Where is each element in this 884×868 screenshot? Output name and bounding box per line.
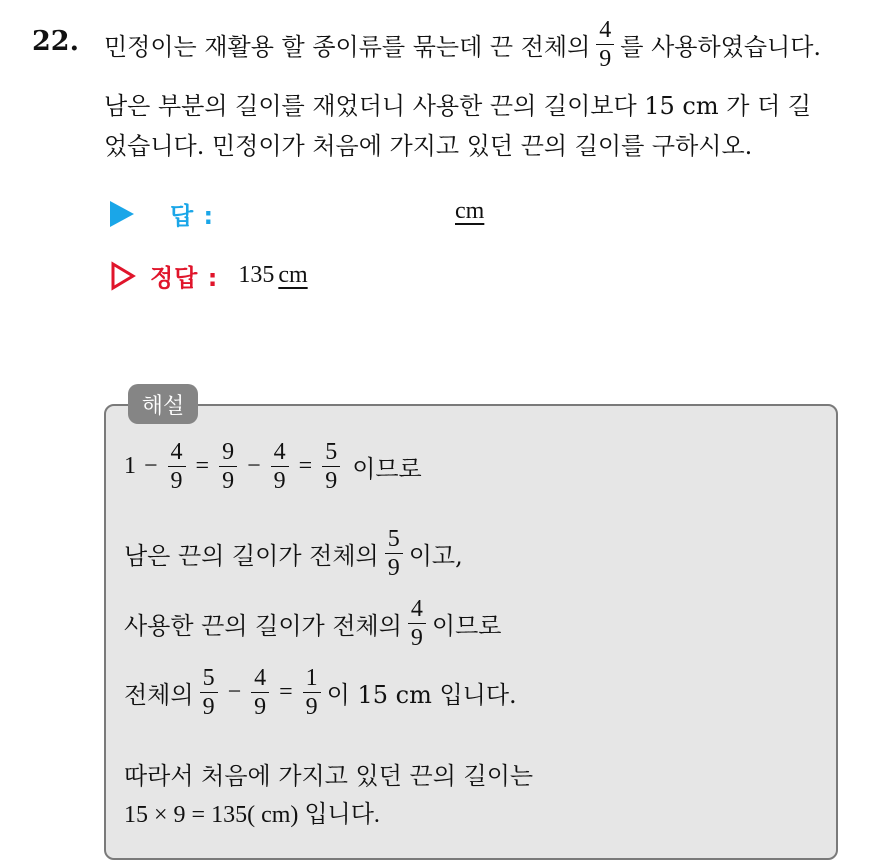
play-triangle-icon	[110, 201, 134, 227]
explanation-text: 이 15 cm 입니다.	[326, 681, 517, 709]
explanation-line-4	[124, 666, 517, 719]
question-number: 22.	[32, 26, 79, 57]
explanation-text: 이고,	[408, 542, 463, 570]
correct-answer-unit: cm	[278, 262, 308, 288]
fraction: $\frac{5}{9}$	[322, 440, 340, 493]
explanation-text: 전체의	[124, 681, 194, 709]
minus-sign: −	[227, 679, 242, 705]
answer-unit: cm	[455, 198, 485, 224]
explanation-text: 사용한 끈의 길이가 전체의	[124, 612, 402, 640]
correct-answer-row	[110, 258, 308, 293]
fraction: $\frac{4}{9}$	[271, 440, 289, 493]
minus-sign: −	[144, 453, 158, 479]
explanation-line-5: 따라서 처음에 가지고 있던 끈의 길이는	[124, 762, 534, 790]
correct-answer-label: 정답 :	[150, 264, 219, 292]
answer-row	[110, 196, 485, 231]
fraction: $\frac{5}{9}$	[385, 527, 403, 580]
fraction: $\frac{4}{9}$	[168, 440, 186, 493]
equals-sign: =	[279, 679, 293, 705]
question-text: 를 사용하였습니다.	[620, 33, 822, 61]
explanation-line-2	[124, 527, 463, 580]
fraction-denominator: 9	[596, 44, 614, 71]
outline-triangle-icon	[110, 261, 136, 291]
explanation-text: 이므로	[352, 455, 422, 483]
answer-label: 답 :	[170, 202, 215, 230]
explanation-text: 이므로	[431, 612, 502, 640]
question-text: 민정이는 재활용 할 종이류를 묶는데 끈 전체의	[104, 33, 591, 61]
equals-sign: =	[298, 453, 313, 479]
explanation-line-1	[124, 440, 422, 493]
minus-sign: −	[247, 453, 261, 479]
question-line-1	[104, 18, 821, 71]
explanation-text: 남은 끈의 길이가 전체의	[124, 542, 379, 570]
explanation-line-6: 15 × 9 = 135( cm) 입니다.	[124, 802, 380, 828]
fraction-numerator: 4	[599, 17, 612, 43]
equals-sign: =	[195, 453, 210, 479]
question-line-2: 남은 부분의 길이를 재었더니 사용한 끈의 길이보다 15 cm 가 더 길	[104, 92, 812, 120]
fraction	[596, 18, 614, 71]
fraction: $\frac{9}{9}$	[219, 440, 237, 493]
explanation-line-3	[124, 597, 501, 650]
question-line-3: 었습니다. 민정이가 처음에 가지고 있던 끈의 길이를 구하시오.	[104, 132, 753, 160]
fraction: $\frac{1}{9}$	[303, 666, 321, 719]
fraction: $\frac{4}{9}$	[408, 597, 426, 650]
explanation-tab: 해설	[128, 384, 198, 424]
correct-answer-value: 135	[238, 262, 275, 288]
fraction: $\frac{4}{9}$	[251, 666, 269, 719]
number-text: 1	[124, 453, 136, 479]
fraction: $\frac{5}{9}$	[200, 666, 218, 719]
